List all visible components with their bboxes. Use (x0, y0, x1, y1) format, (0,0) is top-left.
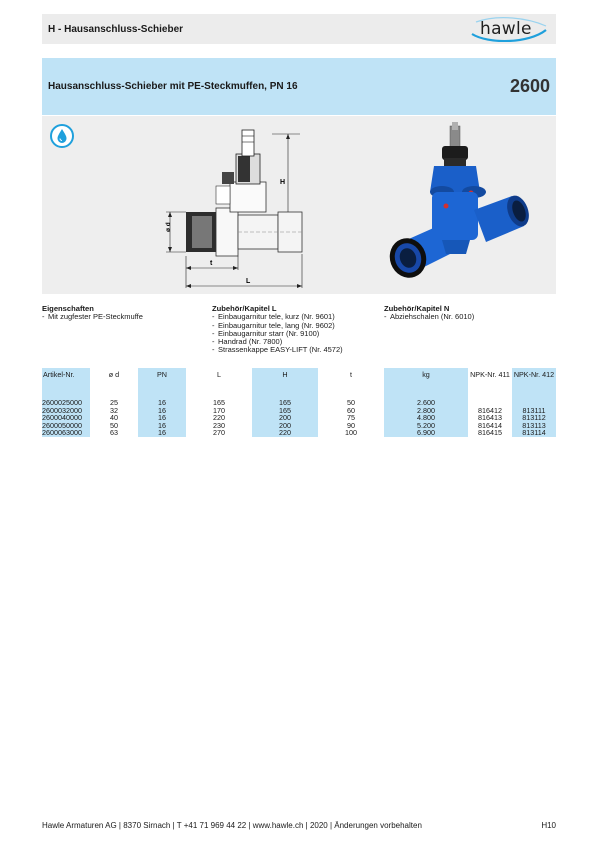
zubehoer-n-heading: Zubehör/Kapitel N (384, 304, 450, 313)
col-header-pn: PN (138, 368, 186, 395)
list-item: - Einbaugarnitur tele, lang (Nr. 9602) (212, 322, 343, 330)
cell-L: 170 (186, 407, 252, 415)
page-footer (42, 821, 556, 830)
col-header-artikel: Artikel-Nr. (42, 368, 90, 395)
cell-L: 220 (186, 414, 252, 422)
list-item: - Einbaugarnitur tele, kurz (Nr. 9601) (212, 313, 343, 321)
top-bar (42, 14, 556, 44)
zubehoer-n-block (384, 305, 474, 322)
dim-label-t: t (210, 260, 213, 267)
technical-drawing (112, 120, 352, 292)
footer-company: Hawle Armaturen AG | 8370 Sirnach | T +41 71 969 44 22 | www.hawle.ch | 2020 | Änderungen vorbehalten (42, 821, 422, 830)
cell-npk411: 816413 (468, 414, 512, 422)
cell-artikel: 2600032000 (42, 407, 90, 415)
cell-od: 50 (90, 422, 138, 430)
table-header-row (42, 368, 556, 395)
product-number: 2600 (509, 76, 550, 96)
cell-npk411: 816412 (468, 407, 512, 415)
eigenschaften-block (42, 305, 143, 322)
cell-npk412: 813114 (512, 429, 556, 437)
cell-H: 165 (252, 407, 318, 415)
cell-artikel: 2600063000 (42, 429, 90, 437)
logo-text: hawle (480, 19, 532, 39)
page-number: H10 (541, 821, 556, 830)
cell-npk411: 816414 (468, 422, 512, 430)
cell-pn: 16 (138, 429, 186, 437)
cell-artikel: 2600050000 (42, 422, 90, 430)
col-header-t: t (318, 368, 384, 395)
cell-t: 100 (318, 429, 384, 437)
dim-label-od: ø d (165, 222, 172, 232)
list-item: - Handrad (Nr. 7800) (212, 338, 343, 346)
cell-H: 220 (252, 429, 318, 437)
cell-kg: 2.800 (384, 407, 468, 415)
eigenschaften-heading: Eigenschaften (42, 304, 94, 313)
cell-t: 90 (318, 422, 384, 430)
zubehoer-l-block (212, 305, 343, 355)
cell-npk411: 816415 (468, 429, 512, 437)
cell-kg: 4.800 (384, 414, 468, 422)
product-photo (382, 118, 532, 292)
cell-od: 32 (90, 407, 138, 415)
cell-od: 63 (90, 429, 138, 437)
cell-kg: 5.200 (384, 422, 468, 430)
product-header (42, 58, 556, 115)
cell-L: 270 (186, 429, 252, 437)
cell-pn: 16 (138, 407, 186, 415)
cell-od: 40 (90, 414, 138, 422)
product-image-area (42, 116, 556, 294)
cell-artikel: 2600025000 (42, 399, 90, 407)
cell-L: 165 (186, 399, 252, 407)
col-header-npk412: NPK-Nr. 412 (512, 368, 556, 395)
zubehoer-l-heading: Zubehör/Kapitel L (212, 304, 277, 313)
col-header-kg: kg (384, 368, 468, 395)
cell-kg: 6.900 (384, 429, 468, 437)
col-header-npk411: NPK-Nr. 411 (468, 368, 512, 395)
cell-H: 200 (252, 422, 318, 430)
section-title: H - Hausanschluss-Schieber (48, 23, 184, 35)
cell-t: 60 (318, 407, 384, 415)
cell-t: 50 (318, 399, 384, 407)
cell-t: 75 (318, 414, 384, 422)
list-item: - Mit zugfester PE-Steckmuffe (42, 313, 143, 321)
cell-H: 165 (252, 399, 318, 407)
col-header-L: L (186, 368, 252, 395)
dim-label-L: L (246, 278, 251, 285)
dim-label-H: H (280, 179, 286, 186)
cell-L: 230 (186, 422, 252, 430)
cell-kg: 2.600 (384, 399, 468, 407)
cell-pn: 16 (138, 414, 186, 422)
product-title: Hausanschluss-Schieber mit PE-Steckmuffen, PN 16 (48, 81, 298, 92)
cell-npk412: 813112 (512, 414, 556, 422)
cell-pn: 16 (138, 422, 186, 430)
list-item: - Einbaugarnitur starr (Nr. 9100) (212, 330, 343, 338)
cell-H: 200 (252, 414, 318, 422)
list-item: - Abziehschalen (Nr. 6010) (384, 313, 474, 321)
cell-pn: 16 (138, 399, 186, 407)
cell-od: 25 (90, 399, 138, 407)
cell-npk412: 813111 (512, 407, 556, 415)
water-drop-icon (50, 124, 74, 148)
col-header-H: H (252, 368, 318, 395)
table-row (42, 429, 556, 437)
col-header-od: ø d (90, 368, 138, 395)
article-table (42, 368, 556, 437)
cell-artikel: 2600040000 (42, 414, 90, 422)
list-item: - Strassenkappe EASY-LIFT (Nr. 4572) (212, 346, 343, 354)
cell-npk412: 813113 (512, 422, 556, 430)
hawle-logo (468, 16, 550, 42)
